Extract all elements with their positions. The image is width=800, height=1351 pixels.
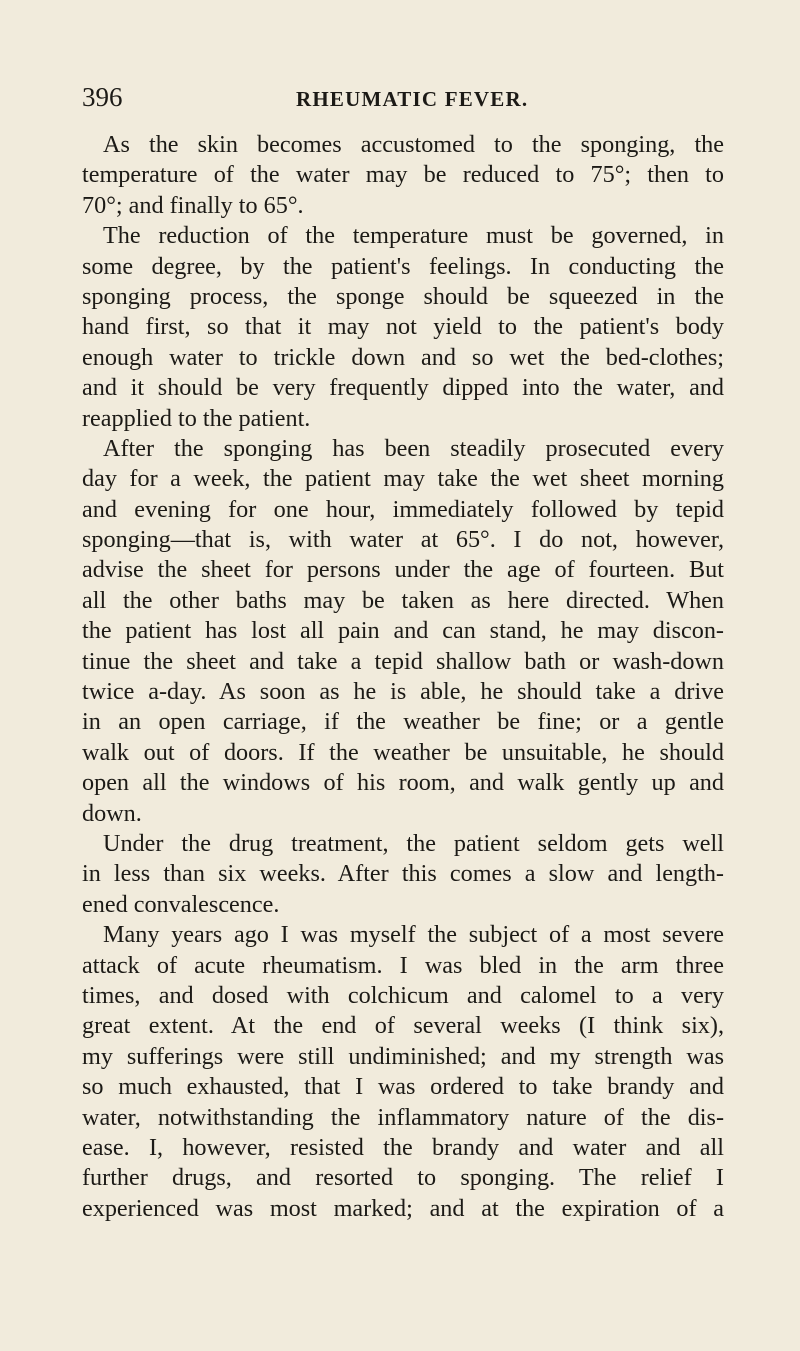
text-line: in less than six weeks. After this comes a slow and length- <box>82 860 724 888</box>
text-line: the patient has lost all pain and can stand, he may discon- <box>82 617 724 645</box>
text-line: in an open carriage, if the weather be fine; or a gentle <box>82 708 724 736</box>
text-line: enough water to trickle down and so wet the bed-clothes; <box>82 343 724 371</box>
text-line: 70°; and finally to 65°. <box>82 191 304 219</box>
text-line: sponging—that is, with water at 65°. I do not, however, <box>82 526 724 554</box>
text-line: and evening for one hour, immediately followed by tepid <box>82 495 724 523</box>
page-number: 396 <box>82 82 123 112</box>
text-line: great extent. At the end of several weeks (I think six), <box>82 1012 724 1040</box>
text-line: water, notwithstanding the inflammatory nature of the dis- <box>82 1103 724 1131</box>
text-line: all the other baths may be taken as here directed. When <box>82 586 724 614</box>
text-line: my sufferings were still undiminished; and my strength was <box>82 1042 724 1070</box>
text-line: so much exhausted, that I was ordered to take brandy and <box>82 1073 724 1101</box>
text-line: experienced was most marked; and at the expiration of a <box>82 1194 724 1222</box>
text-line: temperature of the water may be reduced to 75°; then to <box>82 161 724 189</box>
text-line: twice a-day. As soon as he is able, he should take a drive <box>82 678 724 706</box>
text-line: further drugs, and resorted to sponging. The relief I <box>82 1164 724 1192</box>
text-line: down. <box>82 799 142 827</box>
text-line: After the sponging has been steadily prosecuted every <box>103 434 724 462</box>
text-line: and it should be very frequently dipped into the water, and <box>82 374 724 402</box>
page-header <box>82 82 722 112</box>
text-line: walk out of doors. If the weather be unsuitable, he should <box>82 738 724 766</box>
text-line: attack of acute rheumatism. I was bled in the arm three <box>82 951 724 979</box>
text-line: ease. I, however, resisted the brandy and water and all <box>82 1133 724 1161</box>
text-line: advise the sheet for persons under the age of fourteen. But <box>82 556 724 584</box>
text-line: some degree, by the patient's feelings. In conducting the <box>82 252 724 280</box>
text-line: day for a week, the patient may take the wet sheet morning <box>82 465 724 493</box>
text-line: hand first, so that it may not yield to the patient's body <box>82 313 724 341</box>
text-line: times, and dosed with colchicum and calomel to a very <box>82 981 724 1009</box>
body-text <box>82 130 724 1224</box>
text-line: Many years ago I was myself the subject of a most severe <box>103 921 724 949</box>
text-line: sponging process, the sponge should be squeezed in the <box>82 282 724 310</box>
text-line: reapplied to the patient. <box>82 404 311 432</box>
text-line: tinue the sheet and take a tepid shallow bath or wash-down <box>82 647 724 675</box>
text-line: The reduction of the temperature must be governed, in <box>103 222 724 250</box>
text-line: open all the windows of his room, and walk gently up and <box>82 769 724 797</box>
text-line: As the skin becomes accustomed to the sponging, the <box>103 131 724 158</box>
running-head: RHEUMATIC FEVER. <box>296 87 529 111</box>
text-line: Under the drug treatment, the patient seldom gets well <box>103 829 724 857</box>
text-line: ened convalescence. <box>82 890 280 918</box>
